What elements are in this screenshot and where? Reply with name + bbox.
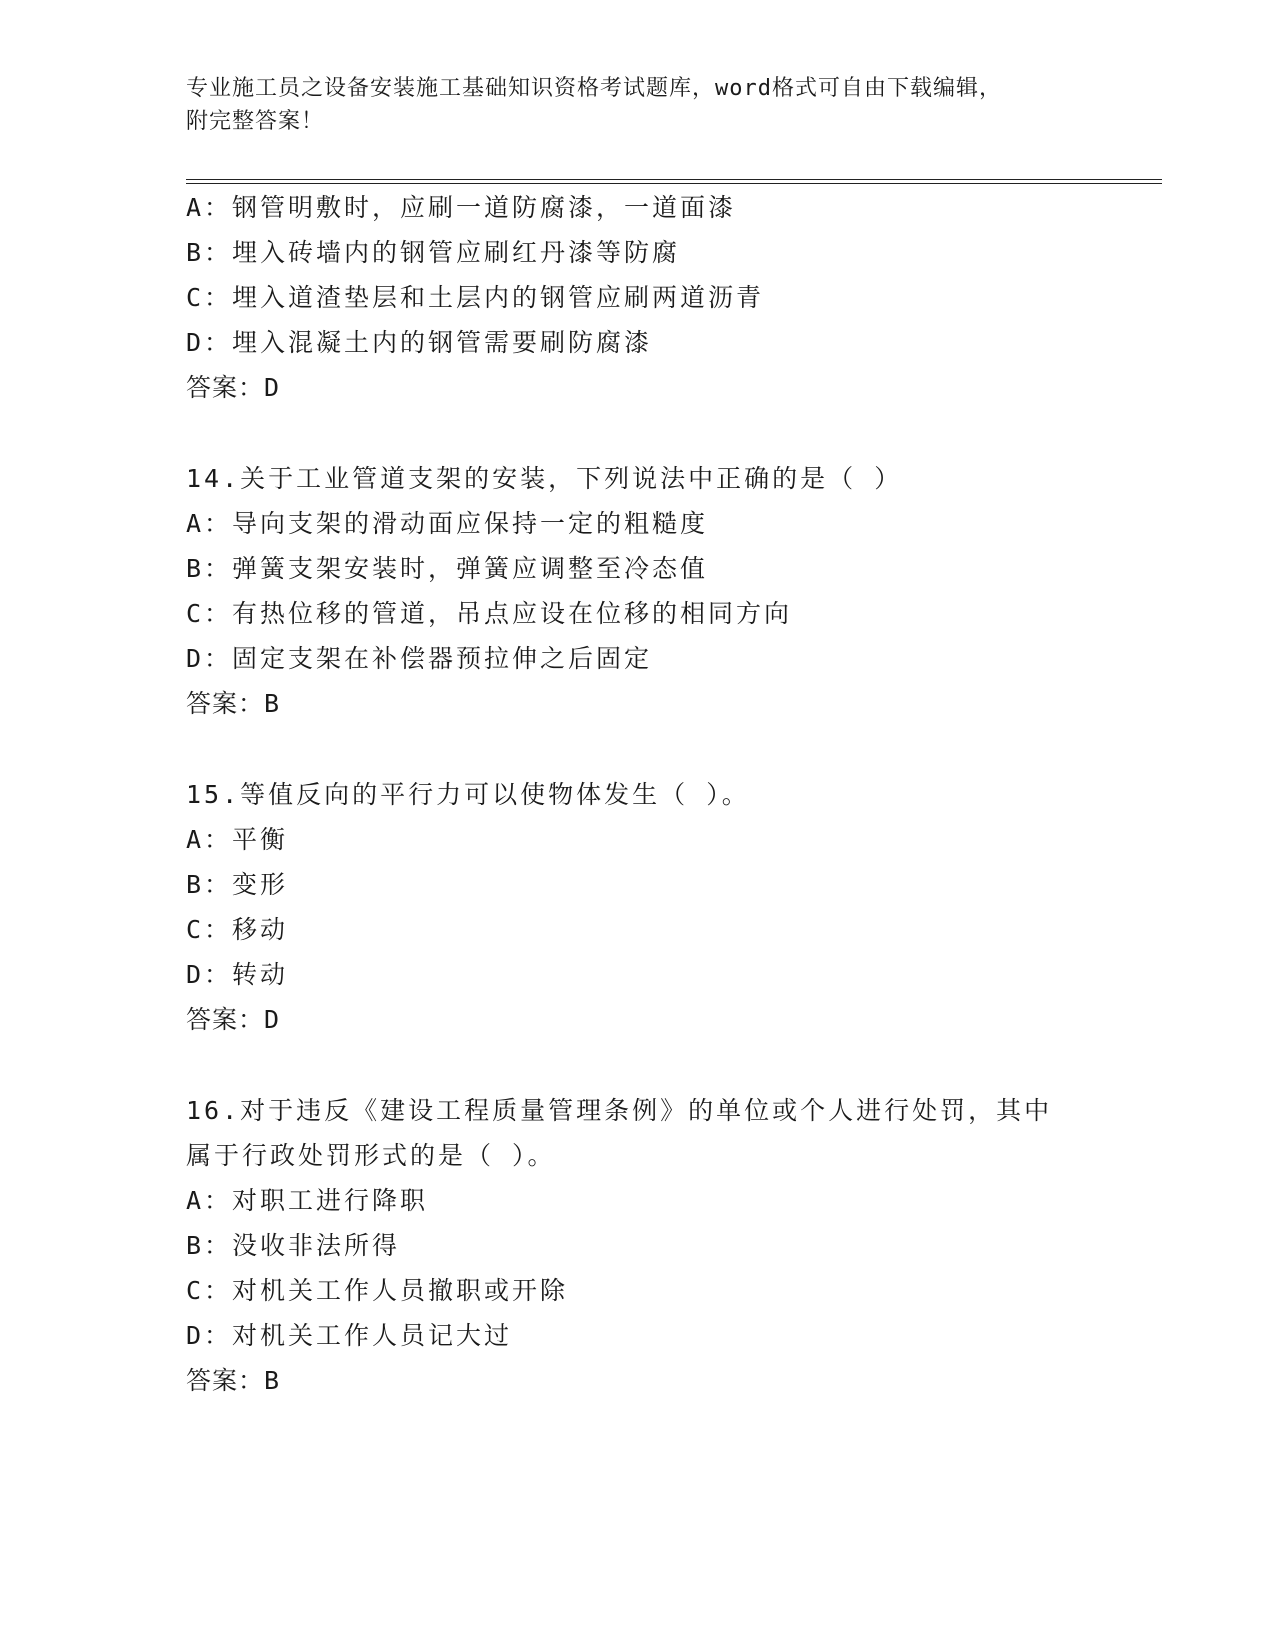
q16-answer: 答案：B	[186, 1366, 281, 1395]
header-divider-top	[186, 179, 1162, 180]
q15-option-a: A：平衡	[186, 825, 289, 854]
q13-option-c: C：埋入道渣垫层和土层内的钢管应刷两道沥青	[186, 283, 765, 312]
q15-option-b: B：变形	[186, 870, 289, 899]
q16-option-d: D：对机关工作人员记大过	[186, 1321, 513, 1350]
q16-option-c: C：对机关工作人员撤职或开除	[186, 1276, 569, 1305]
q16-option-b: B：没收非法所得	[186, 1231, 401, 1260]
q14-option-d: D：固定支架在补偿器预拉伸之后固定	[186, 644, 653, 673]
q14-option-c: C：有热位移的管道，吊点应设在位移的相同方向	[186, 599, 793, 628]
q13-option-b: B：埋入砖墙内的钢管应刷红丹漆等防腐	[186, 238, 681, 267]
header-divider-bottom	[186, 183, 1162, 184]
q16-option-a: A：对职工进行降职	[186, 1186, 429, 1215]
q14-option-a: A：导向支架的滑动面应保持一定的粗糙度	[186, 509, 709, 538]
q15-option-c: C：移动	[186, 915, 289, 944]
q15-option-d: D：转动	[186, 960, 289, 989]
q14-answer: 答案：B	[186, 689, 281, 718]
q15-answer: 答案：D	[186, 1005, 281, 1034]
header-line-1: 专业施工员之设备安装施工基础知识资格考试题库，word格式可自由下载编辑，	[186, 76, 1002, 101]
q13-answer: 答案：D	[186, 373, 281, 402]
q16-question-line-2: 属于行政处罚形式的是（ ）。	[186, 1141, 556, 1170]
q14-question: 14.关于工业管道支架的安装，下列说法中正确的是（ ）	[186, 464, 903, 493]
q13-option-a: A：钢管明敷时，应刷一道防腐漆，一道面漆	[186, 193, 737, 222]
q13-option-d: D：埋入混凝土内的钢管需要刷防腐漆	[186, 328, 653, 357]
q16-question-line-1: 16.对于违反《建设工程质量管理条例》的单位或个人进行处罚，其中	[186, 1096, 1053, 1125]
q15-question: 15.等值反向的平行力可以使物体发生（ ）。	[186, 780, 750, 809]
header-line-2: 附完整答案！	[186, 109, 325, 134]
document-header	[186, 72, 1066, 138]
q14-option-b: B：弹簧支架安装时，弹簧应调整至冷态值	[186, 554, 709, 583]
